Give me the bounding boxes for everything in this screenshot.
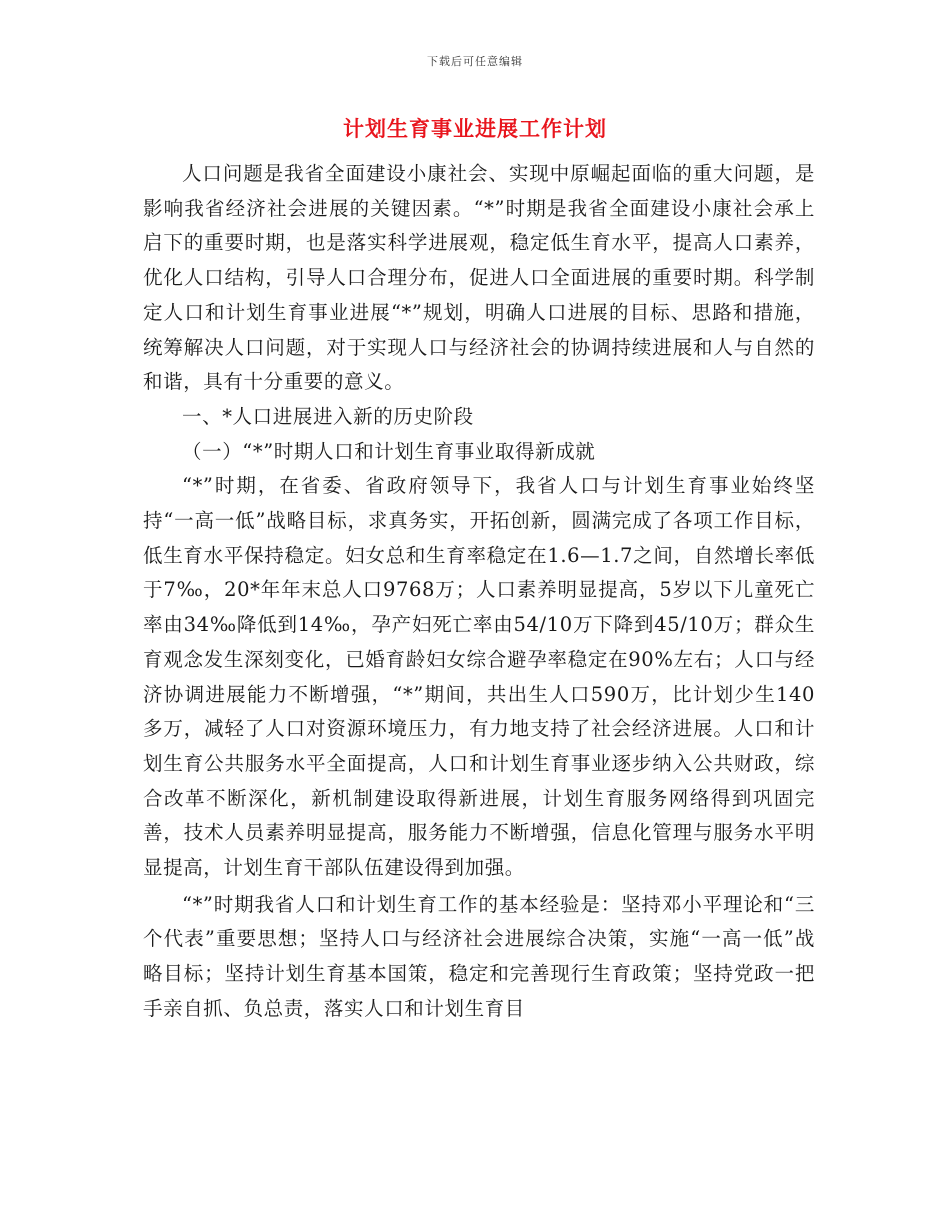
document-body xyxy=(143,157,815,1027)
experience-paragraph: “*”时期我省人口和计划生育工作的基本经验是：坚持邓小平理论和“三个代表”重要思想；坚持人口与经济社会进展综合决策，实施“一高一低”战略目标；坚持计划生育基本国策，稳定和完善现行生育政策；坚持党政一把手亲自抓、负总责，落实人口和计划生育目 xyxy=(143,892,815,1020)
page-header-note: 下载后可任意编辑 xyxy=(427,55,523,68)
intro-paragraph: 人口问题是我省全面建设小康社会、实现中原崛起面临的重大问题，是影响我省经济社会进展的关键因素。“*”时期是我省全面建设小康社会承上启下的重要时期，也是落实科学进展观，稳定低生育水平，提高人口素养，优化人口结构，引导人口合理分布，促进人口全面进展的重要时期。科学制定人口和计划生育事业进展“*”规划，明确人口进展的目标、思路和措施，统筹解决人口问题，对于实现人口与经济社会的协调持续进展和人与自然的和谐，具有十分重要的意义。 xyxy=(143,162,815,394)
subsection-heading: （一）“*”时期人口和计划生育事业取得新成就 xyxy=(182,439,596,463)
achievements-paragraph: “*”时期，在省委、省政府领导下，我省人口与计划生育事业始终坚持“一高一低”战略目标，求真务实，开拓创新，圆满完成了各项工作目标，低生育水平保持稳定。妇女总和生育率稳定在1.6—1.7之间，自然增长率低于7‰，20*年年末总人口9768万；人口素养明显提高，5岁以下儿童死亡率由34‰降低到14‰，孕产妇死亡率由54/10万下降到45/10万；群众生育观念发生深刻变化，已婚育龄妇女综合避孕率稳定在90%左右；人口与经济协调进展能力不断增强，“*”期间，共出生人口590万，比计划少生140多万，减轻了人口对资源环境压力，有力地支持了社会经济进展。人口和计划生育公共服务水平全面提高，人口和计划生育事业逐步纳入公共财政，综合改革不断深化，新机制建设取得新进展，计划生育服务网络得到巩固完善，技术人员素养明显提高，服务能力不断增强，信息化管理与服务水平明显提高，计划生育干部队伍建设得到加强。 xyxy=(143,474,815,880)
section-heading: 一、*人口进展进入新的历史阶段 xyxy=(182,404,474,428)
document-title: 计划生育事业进展工作计划 xyxy=(343,116,607,141)
